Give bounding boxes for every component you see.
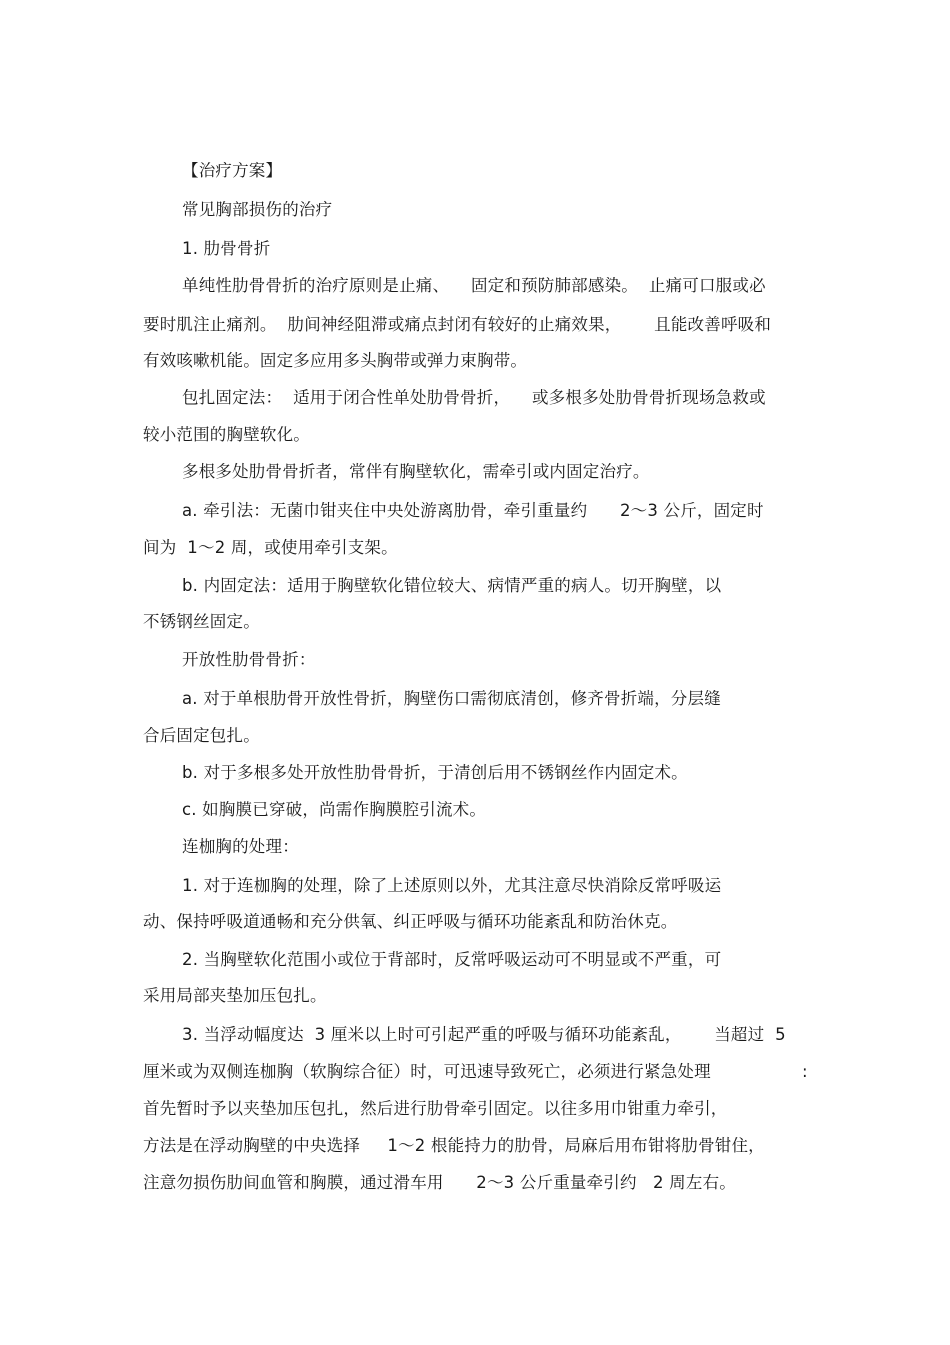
paragraph-line: 有效咳嗽机能。固定多应用多头胸带或弹力束胸带。 bbox=[143, 351, 528, 370]
paragraph-line: 多根多处肋骨骨折者，常伴有胸壁软化，需牵引或内固定治疗。 bbox=[182, 462, 650, 481]
paragraph-line: a. 牵引法：无菌巾钳夹住中央处游离肋骨，牵引重量约 2～3 公斤，固定时 bbox=[182, 501, 764, 520]
paragraph-line: 采用局部夹垫加压包扎。 bbox=[143, 986, 327, 1005]
paragraph-line: 动、保持呼吸道通畅和充分供氧、纠正呼吸与循环功能紊乱和防治休克。 bbox=[143, 912, 678, 931]
paragraph-line: 厘米或为双侧连枷胸（软胸综合征）时，可迅速导致死亡，必须进行紧急处理 bbox=[143, 1062, 711, 1081]
paragraph-line: b. 内固定法：适用于胸壁软化错位较大、病情严重的病人。切开胸壁，以 bbox=[182, 576, 722, 595]
paragraph-line: 单纯性肋骨骨折的治疗原则是止痛、 固定和预防肺部感染。 止痛可口服或必 bbox=[182, 276, 766, 295]
paragraph-line: a. 对于单根肋骨开放性骨折，胸壁伤口需彻底清创，修齐骨折端，分层缝 bbox=[182, 689, 721, 708]
paragraph-line: 不锈钢丝固定。 bbox=[143, 612, 260, 631]
item-heading: 1. 肋骨骨折 bbox=[182, 239, 271, 258]
paragraph-line: 间为 1～2 周，或使用牵引支架。 bbox=[143, 538, 398, 557]
paragraph-line: 2. 当胸壁软化范围小或位于背部时，反常呼吸运动可不明显或不严重，可 bbox=[182, 950, 722, 969]
paragraph-line: 包扎固定法： 适用于闭合性单处肋骨骨折， 或多根多处肋骨骨折现场急救或 bbox=[182, 388, 766, 407]
paragraph-line: 连枷胸的处理： bbox=[182, 837, 299, 856]
paragraph-line: 要时肌注止痛剂。 肋间神经阻滞或痛点封闭有较好的止痛效果， 且能改善呼吸和 bbox=[143, 315, 772, 334]
paragraph-line: 首先暂时予以夹垫加压包扎，然后进行肋骨牵引固定。以往多用巾钳重力牵引， bbox=[143, 1099, 728, 1118]
paragraph-line: b. 对于多根多处开放性肋骨骨折，于清创后用不锈钢丝作内固定术。 bbox=[182, 763, 688, 782]
paragraph-line: 注意勿损伤肋间血管和胸膜，通过滑车用 2～3 公斤重量牵引约 2 周左右。 bbox=[143, 1173, 736, 1192]
paragraph-line: 较小范围的胸壁软化。 bbox=[143, 425, 310, 444]
paragraph-line: 1. 对于连枷胸的处理，除了上述原则以外，尤其注意尽快消除反常呼吸运 bbox=[182, 876, 722, 895]
subsection-heading: 常见胸部损伤的治疗 bbox=[182, 200, 333, 219]
paragraph-line: : bbox=[802, 1062, 808, 1081]
section-heading: 【治疗方案】 bbox=[182, 161, 283, 180]
paragraph-line: 方法是在浮动胸壁的中央选择 1～2 根能持力的肋骨，局麻后用布钳将肋骨钳住， bbox=[143, 1136, 765, 1155]
paragraph-line: c. 如胸膜已穿破，尚需作胸膜腔引流术。 bbox=[182, 800, 487, 819]
paragraph-line: 合后固定包扎。 bbox=[143, 726, 260, 745]
paragraph-line: 3. 当浮动幅度达 3 厘米以上时可引起严重的呼吸与循环功能紊乱， 当超过 5 bbox=[182, 1025, 786, 1044]
paragraph-line: 开放性肋骨骨折： bbox=[182, 650, 316, 669]
